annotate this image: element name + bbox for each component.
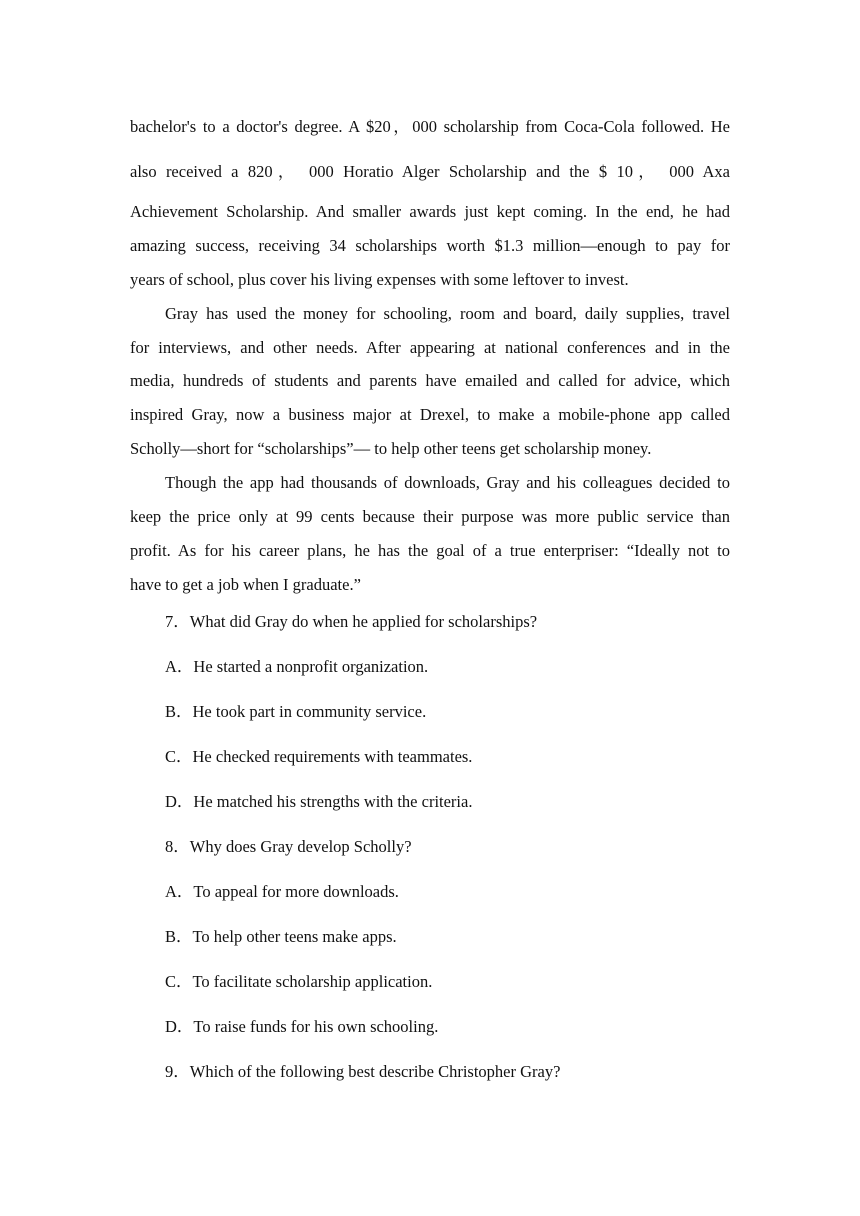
answer-option-c: C．He checked requirements with teammates. xyxy=(165,747,473,766)
paragraph-line: Achievement Scholarship. And smaller awards just kept coming. In the end, he had xyxy=(130,202,730,221)
paragraph-line: keep the price only at 99 cents because their purpose was more public service than xyxy=(130,507,730,526)
paragraph-line: media, hundreds of students and parents have emailed and called for advice, which xyxy=(130,371,730,390)
paragraph-line: Scholly—short for “scholarships”— to help other teens get scholarship money. xyxy=(130,439,652,458)
question-stem: 8．Why does Gray develop Scholly? xyxy=(165,837,412,856)
answer-option-d: D．He matched his strengths with the criteria. xyxy=(165,792,473,811)
paragraph-line: Gray has used the money for schooling, room and board, daily supplies, travel xyxy=(165,304,730,323)
answer-option-d: D．To raise funds for his own schooling. xyxy=(165,1017,439,1036)
paragraph-line: profit. As for his career plans, he has the goal of a true enterpriser: “Ideally not to xyxy=(130,541,730,560)
paragraph-line: for interviews, and other needs. After appearing at national conferences and in the xyxy=(130,338,730,357)
answer-option-b: B．To help other teens make apps. xyxy=(165,927,397,946)
paragraph-line: also received a 820， 000 Horatio Alger Scholarship and the $ 10， 000 Axa xyxy=(130,162,730,181)
paragraph-line: amazing success, receiving 34 scholarships worth $1.3 million—enough to pay for xyxy=(130,236,730,255)
paragraph-line: inspired Gray, now a business major at Drexel, to make a mobile-phone app called xyxy=(130,405,730,424)
paragraph-line: bachelor's to a doctor's degree. A $20，000 scholarship from Coca-Cola followed. He xyxy=(130,117,730,136)
answer-option-b: B．He took part in community service. xyxy=(165,702,427,721)
answer-option-c: C．To facilitate scholarship application. xyxy=(165,972,433,991)
question-stem: 9．Which of the following best describe Christopher Gray? xyxy=(165,1062,561,1081)
paragraph-line: have to get a job when I graduate.” xyxy=(130,575,361,594)
paragraph-line: years of school, plus cover his living expenses with some leftover to invest. xyxy=(130,270,629,289)
answer-option-a: A．To appeal for more downloads. xyxy=(165,882,399,901)
answer-option-a: A．He started a nonprofit organization. xyxy=(165,657,429,676)
paragraph-line: Though the app had thousands of downloads, Gray and his colleagues decided to xyxy=(165,473,730,492)
question-stem: 7．What did Gray do when he applied for scholarships? xyxy=(165,612,538,631)
